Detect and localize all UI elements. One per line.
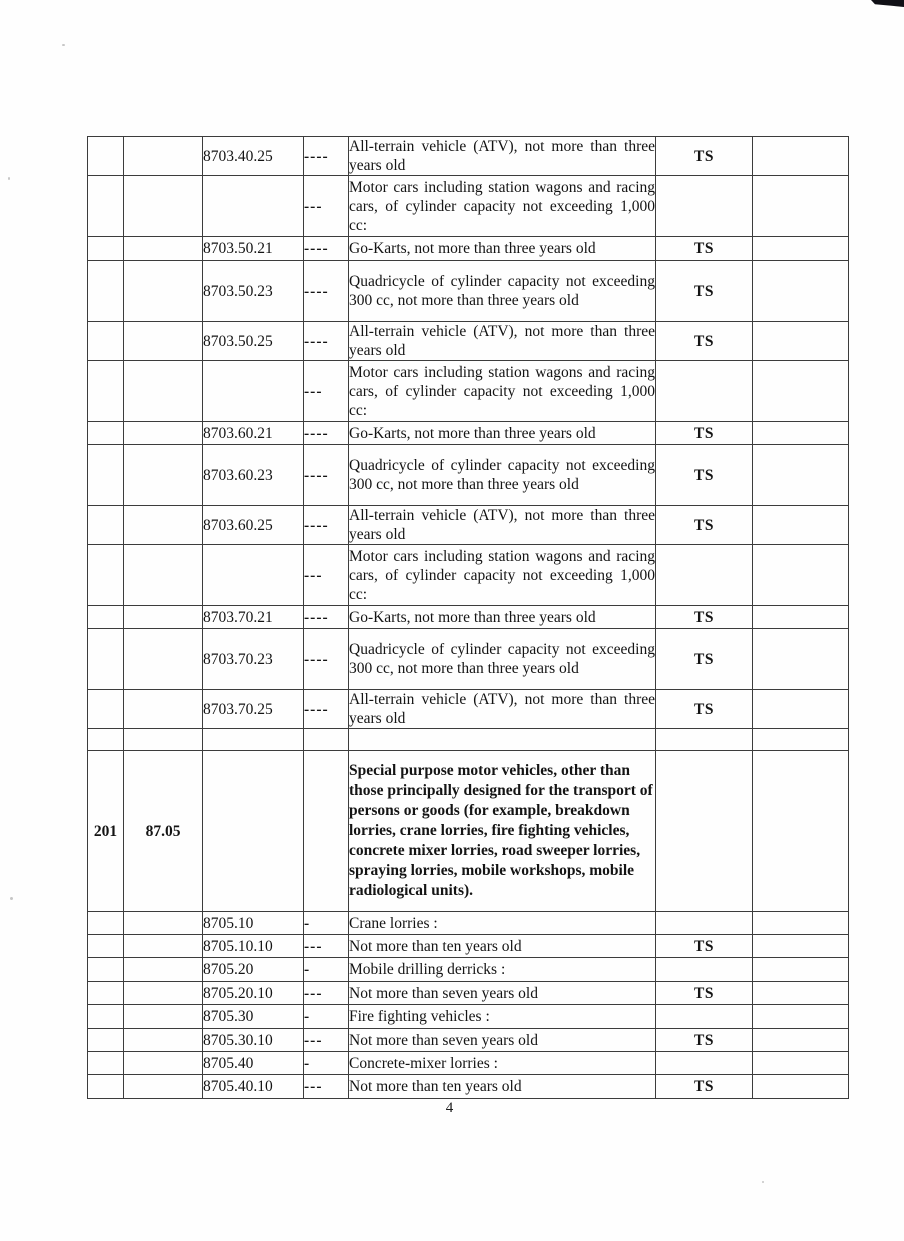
table-row	[88, 322, 849, 361]
cell-extra	[753, 958, 849, 982]
cell-description: Motor cars including station wagons and racing cars, of cylinder capacity not exceeding 1,000 cc:	[349, 545, 656, 606]
cell-dash: ----	[304, 261, 349, 322]
cell-dash: -	[304, 1052, 349, 1075]
cell-code: 8703.50.21	[203, 237, 304, 261]
cell-no	[88, 506, 124, 545]
table-row	[88, 261, 849, 322]
table-row	[88, 1005, 849, 1029]
cell-no	[88, 176, 124, 237]
cell-code: 8703.70.21	[203, 606, 304, 629]
cell-dash	[304, 729, 349, 751]
cell-extra	[753, 751, 849, 912]
cell-heading	[124, 176, 203, 237]
scan-speck	[8, 177, 10, 180]
cell-ts	[656, 751, 753, 912]
table-row	[88, 137, 849, 176]
cell-heading	[124, 237, 203, 261]
cell-description: Special purpose motor vehicles, other than those principally designed for the transport of persons or goods (for example, breakdown lorries, crane lorries, fire fighting vehicles, concrete mixer lorries, road sweeper lorries, spraying lorries, mobile workshops, mobile radiological units).	[349, 751, 656, 912]
cell-description: Quadricycle of cylinder capacity not exceeding 300 cc, not more than three years old	[349, 261, 656, 322]
scan-corner-mark	[871, 0, 904, 7]
cell-no	[88, 912, 124, 935]
cell-no	[88, 545, 124, 606]
table-row-spacer	[88, 729, 849, 751]
cell-extra	[753, 137, 849, 176]
cell-heading	[124, 729, 203, 751]
cell-no	[88, 690, 124, 729]
cell-extra	[753, 935, 849, 958]
cell-extra	[753, 982, 849, 1005]
cell-dash: ---	[304, 935, 349, 958]
cell-code	[203, 751, 304, 912]
cell-dash: -	[304, 958, 349, 982]
tariff-table	[87, 136, 849, 1099]
cell-heading	[124, 1075, 203, 1099]
cell-code: 8703.50.25	[203, 322, 304, 361]
cell-description: All-terrain vehicle (ATV), not more than three years old	[349, 138, 655, 174]
cell-heading	[124, 982, 203, 1005]
cell-extra	[753, 422, 849, 445]
cell-ts	[656, 545, 753, 606]
cell-ts: TS	[656, 1029, 753, 1052]
table-row	[88, 506, 849, 545]
cell-dash: ----	[304, 506, 349, 545]
cell-ts: TS	[656, 137, 753, 176]
cell-description: Fire fighting vehicles :	[349, 1005, 656, 1029]
cell-dash: ---	[304, 1029, 349, 1052]
table-row	[88, 1029, 849, 1052]
cell-extra	[753, 729, 849, 751]
table-row	[88, 912, 849, 935]
cell-dash: -	[304, 1005, 349, 1029]
cell-ts: TS	[656, 237, 753, 261]
cell-dash: ----	[304, 137, 349, 176]
cell-description	[349, 729, 656, 751]
cell-dash: ---	[304, 361, 349, 422]
cell-heading	[124, 445, 203, 506]
cell-description: All-terrain vehicle (ATV), not more than three years old	[349, 507, 655, 543]
cell-description: Not more than seven years old	[349, 982, 656, 1005]
cell-heading	[124, 606, 203, 629]
cell-dash	[304, 751, 349, 912]
cell-description: Mobile drilling derricks :	[349, 958, 656, 982]
cell-no	[88, 1029, 124, 1052]
cell-dash: ----	[304, 606, 349, 629]
cell-ts: TS	[656, 690, 753, 729]
cell-no	[88, 729, 124, 751]
cell-heading	[124, 137, 203, 176]
table-row	[88, 1052, 849, 1075]
cell-dash: ---	[304, 982, 349, 1005]
table-row	[88, 361, 849, 422]
cell-no	[88, 958, 124, 982]
cell-code: 8705.10.10	[203, 935, 304, 958]
cell-code: 8703.50.23	[203, 261, 304, 322]
cell-ts: TS	[656, 1075, 753, 1099]
cell-description: All-terrain vehicle (ATV), not more than three years old	[349, 691, 655, 727]
cell-code: 8703.60.23	[203, 445, 304, 506]
cell-ts: TS	[656, 935, 753, 958]
cell-no	[88, 445, 124, 506]
cell-code: 8705.30.10	[203, 1029, 304, 1052]
cell-code	[203, 361, 304, 422]
cell-ts	[656, 1052, 753, 1075]
cell-description: Crane lorries :	[349, 912, 656, 935]
cell-dash: ----	[304, 322, 349, 361]
table-row	[88, 606, 849, 629]
cell-description: Go-Karts, not more than three years old	[349, 237, 656, 261]
cell-description: Motor cars including station wagons and racing cars, of cylinder capacity not exceeding 1,000 cc:	[349, 361, 656, 422]
cell-heading	[124, 690, 203, 729]
cell-heading	[124, 506, 203, 545]
cell-code: 8705.40.10	[203, 1075, 304, 1099]
cell-no	[88, 606, 124, 629]
cell-extra	[753, 545, 849, 606]
cell-no	[88, 982, 124, 1005]
cell-code: 8705.20	[203, 958, 304, 982]
cell-extra	[753, 261, 849, 322]
cell-dash: ---	[304, 1075, 349, 1099]
table-row	[88, 935, 849, 958]
cell-extra	[753, 912, 849, 935]
cell-extra	[753, 629, 849, 690]
cell-code: 8705.40	[203, 1052, 304, 1075]
cell-ts: TS	[656, 629, 753, 690]
cell-extra	[753, 361, 849, 422]
cell-ts: TS	[656, 982, 753, 1005]
cell-extra	[753, 506, 849, 545]
cell-description: All-terrain vehicle (ATV), not more than three years old	[349, 323, 655, 359]
scan-speck	[10, 897, 13, 900]
table-row	[88, 958, 849, 982]
cell-heading: 87.05	[124, 751, 203, 912]
cell-ts: TS	[656, 422, 753, 445]
cell-code: 8703.60.25	[203, 506, 304, 545]
cell-code: 8703.40.25	[203, 137, 304, 176]
cell-dash: ----	[304, 690, 349, 729]
cell-code: 8705.20.10	[203, 982, 304, 1005]
cell-extra	[753, 1029, 849, 1052]
cell-ts: TS	[656, 606, 753, 629]
cell-heading	[124, 1052, 203, 1075]
table-row	[88, 445, 849, 506]
cell-no	[88, 1075, 124, 1099]
cell-description: Go-Karts, not more than three years old	[349, 422, 656, 445]
cell-extra	[753, 176, 849, 237]
cell-heading	[124, 1029, 203, 1052]
cell-heading	[124, 958, 203, 982]
cell-description: Motor cars including station wagons and racing cars, of cylinder capacity not exceeding 1,000 cc:	[349, 176, 656, 237]
cell-heading	[124, 422, 203, 445]
cell-description: Concrete-mixer lorries :	[349, 1052, 656, 1075]
cell-no	[88, 237, 124, 261]
cell-ts	[656, 729, 753, 751]
cell-heading	[124, 1005, 203, 1029]
cell-dash: -	[304, 912, 349, 935]
cell-extra	[753, 1075, 849, 1099]
cell-dash: ----	[304, 422, 349, 445]
table-row	[88, 176, 849, 237]
cell-code: 8705.10	[203, 912, 304, 935]
cell-heading	[124, 935, 203, 958]
cell-ts	[656, 958, 753, 982]
cell-heading	[124, 912, 203, 935]
table-row-heading-8705	[88, 751, 849, 912]
cell-ts	[656, 1005, 753, 1029]
cell-description: Quadricycle of cylinder capacity not exceeding 300 cc, not more than three years old	[349, 629, 656, 690]
cell-code: 8703.70.23	[203, 629, 304, 690]
cell-ts	[656, 912, 753, 935]
cell-ts: TS	[656, 445, 753, 506]
cell-ts	[656, 361, 753, 422]
cell-extra	[753, 1052, 849, 1075]
cell-extra	[753, 606, 849, 629]
cell-no	[88, 422, 124, 445]
cell-ts: TS	[656, 261, 753, 322]
cell-dash: ----	[304, 445, 349, 506]
cell-extra	[753, 322, 849, 361]
page-number: 4	[445, 1100, 454, 1116]
cell-dash: ----	[304, 237, 349, 261]
cell-code	[203, 545, 304, 606]
cell-no	[88, 1005, 124, 1029]
tariff-table-body	[88, 137, 849, 1099]
cell-dash: ---	[304, 176, 349, 237]
scan-speck	[62, 44, 65, 46]
table-row	[88, 982, 849, 1005]
cell-heading	[124, 261, 203, 322]
cell-no	[88, 322, 124, 361]
cell-no	[88, 629, 124, 690]
cell-heading	[124, 545, 203, 606]
table-row	[88, 237, 849, 261]
cell-code: 8703.70.25	[203, 690, 304, 729]
cell-code: 8703.60.21	[203, 422, 304, 445]
cell-ts: TS	[656, 322, 753, 361]
cell-dash: ----	[304, 629, 349, 690]
cell-extra	[753, 237, 849, 261]
cell-heading	[124, 361, 203, 422]
cell-description: Quadricycle of cylinder capacity not exceeding 300 cc, not more than three years old	[349, 445, 656, 506]
cell-code	[203, 176, 304, 237]
table-row	[88, 545, 849, 606]
cell-dash: ---	[304, 545, 349, 606]
cell-extra	[753, 690, 849, 729]
cell-description: Not more than ten years old	[349, 935, 656, 958]
cell-ts: TS	[656, 506, 753, 545]
cell-description: Go-Karts, not more than three years old	[349, 606, 656, 629]
cell-ts	[656, 176, 753, 237]
cell-heading	[124, 322, 203, 361]
cell-no	[88, 137, 124, 176]
cell-code: 8705.30	[203, 1005, 304, 1029]
cell-description: Not more than ten years old	[349, 1075, 656, 1099]
table-row	[88, 629, 849, 690]
table-row	[88, 1075, 849, 1099]
cell-code	[203, 729, 304, 751]
cell-no	[88, 1052, 124, 1075]
cell-extra	[753, 1005, 849, 1029]
scan-speck	[762, 1181, 764, 1183]
table-row	[88, 690, 849, 729]
cell-no	[88, 261, 124, 322]
table-row	[88, 422, 849, 445]
cell-no	[88, 935, 124, 958]
cell-heading	[124, 629, 203, 690]
cell-no	[88, 361, 124, 422]
cell-extra	[753, 445, 849, 506]
cell-no: 201	[88, 751, 124, 912]
cell-description: Not more than seven years old	[349, 1029, 656, 1052]
